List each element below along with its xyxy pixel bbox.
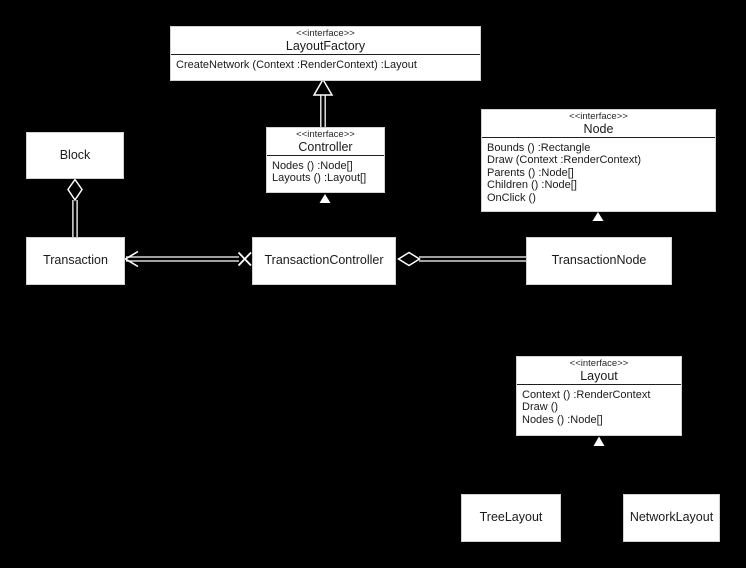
- association-transactioncontroller-transaction: [126, 252, 252, 267]
- class-name: Layout: [580, 368, 618, 383]
- stereotype-label: <<interface>>: [296, 129, 355, 140]
- class-name: TransactionController: [264, 253, 384, 268]
- class-box-layout[interactable]: [516, 356, 682, 436]
- class-header: [267, 128, 384, 155]
- non-navigable-x-icon: [239, 253, 252, 266]
- class-header: [171, 27, 480, 54]
- class-header: [517, 357, 681, 384]
- method-item: Nodes () :Node[]: [272, 160, 353, 172]
- class-name: Node: [583, 121, 614, 136]
- method-item: Nodes () :Node[]: [522, 413, 603, 426]
- stereotype-label: <<interface>>: [296, 28, 355, 39]
- class-box-networklayout[interactable]: [623, 494, 720, 542]
- methods-list: [482, 137, 715, 211]
- method-item: Bounds () :Rectangle: [487, 142, 591, 154]
- hollow-diamond-icon: [68, 180, 82, 201]
- method-item: Parents () :Node[]: [487, 166, 574, 179]
- class-name: Block: [59, 147, 91, 162]
- realization-arrowhead-under-controller-icon: [320, 194, 331, 203]
- class-name: TreeLayout: [479, 510, 543, 525]
- aggregation-transactioncontroller-transactionnode: [399, 253, 527, 266]
- methods-list: [517, 384, 681, 435]
- diamond-icon: [399, 253, 420, 266]
- methods-list: [171, 54, 480, 80]
- realization-arrowhead-under-node-icon: [593, 212, 604, 221]
- open-arrowhead-icon: [126, 252, 139, 267]
- class-box-transactionnode[interactable]: [526, 237, 672, 285]
- method-item: OnClick (): [487, 191, 536, 204]
- methods-list: [267, 155, 384, 192]
- method-item: Layouts () :Layout[]: [272, 172, 367, 185]
- class-box-transactioncontroller[interactable]: [252, 237, 396, 285]
- class-header: [482, 110, 715, 137]
- realization-controller-layoutfactory: [314, 80, 332, 129]
- method-item: Draw (Context :RenderContext): [487, 154, 642, 167]
- class-name: Controller: [298, 139, 353, 154]
- class-box-transaction[interactable]: [26, 237, 125, 285]
- hollow-triangle-arrowhead-icon: [314, 80, 332, 96]
- realization-arrowhead-under-layout-icon: [594, 437, 605, 447]
- class-name: NetworkLayout: [629, 510, 714, 525]
- class-box-controller[interactable]: [266, 127, 385, 193]
- method-item: Children () :Node[]: [487, 179, 577, 192]
- stereotype-label: <<interface>>: [569, 111, 628, 122]
- method-item: CreateNetwork (Context :RenderContext) :Layout: [176, 59, 417, 71]
- method-item: Context () :RenderContext: [522, 389, 651, 401]
- class-box-layoutfactory[interactable]: [170, 26, 481, 81]
- class-name: Transaction: [43, 253, 108, 268]
- stereotype-label: <<interface>>: [569, 358, 629, 369]
- class-name: TransactionNode: [551, 253, 647, 268]
- class-box-treelayout[interactable]: [461, 494, 561, 542]
- class-box-node[interactable]: [481, 109, 716, 212]
- class-name: LayoutFactory: [285, 38, 366, 53]
- method-item: Draw (): [522, 401, 559, 414]
- class-box-block[interactable]: [26, 132, 124, 179]
- aggregation-block-transaction: [68, 180, 82, 239]
